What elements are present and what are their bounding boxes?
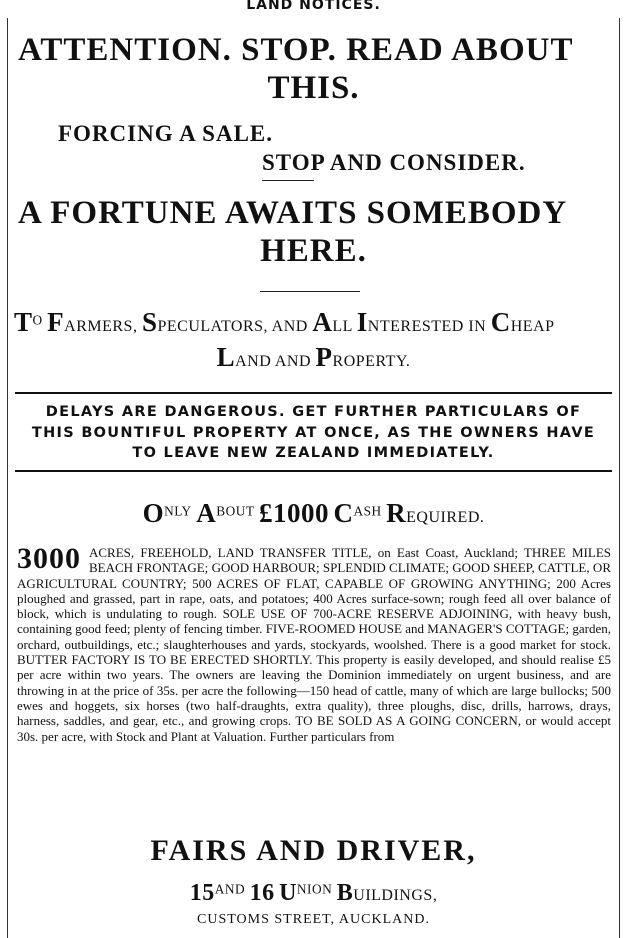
cap-c: C (490, 307, 511, 337)
cap-t: T (14, 307, 33, 337)
cap-f: F (47, 307, 65, 337)
rest-nion: NION (296, 881, 333, 897)
rest-bout: BOUT (216, 503, 255, 519)
cap-u: U (279, 880, 297, 906)
delays-line-1: DELAYS ARE DANGEROUS. GET FURTHER PARTICULARS OF (45, 404, 582, 420)
right-column-rule (619, 18, 620, 938)
box-rule-top (15, 392, 612, 394)
fortune-line-1: A FORTUNE AWAITS SOMEBODY (18, 195, 568, 231)
forcing-sale-line: FORCING A SALE. (58, 121, 274, 146)
box-rule-bottom (15, 470, 612, 472)
rest-and: AND AND (235, 353, 312, 370)
agent-street: CUSTOMS STREET, AUCKLAND. (197, 912, 430, 927)
acreage-dropcap: 3000 (17, 542, 81, 575)
rest-armers: ARMERS, (64, 318, 138, 335)
divider-rule-1 (262, 180, 314, 181)
address-number-2: 16 (249, 880, 275, 906)
rest-heap: HEAP (510, 318, 555, 335)
audience-line-2 (0, 342, 627, 373)
rest-equired: EQUIRED. (406, 509, 485, 526)
delays-line-2: THIS BOUNTIFUL PROPERTY AT ONCE, AS THE OWNERS HAVE (31, 424, 596, 441)
rest-o: O (32, 312, 43, 328)
cash-amount: £1000 (258, 498, 329, 528)
delays-line-3: TO LEAVE NEW ZEALAND IMMEDIATELY. (132, 445, 495, 461)
rest-nterested: NTERESTED IN (367, 318, 487, 335)
rest-ash: ASH (353, 503, 382, 519)
cap-b: B (336, 880, 354, 906)
left-column-rule (7, 18, 8, 938)
headline-line-1: ATTENTION. STOP. READ ABOUT (18, 32, 574, 68)
cap-a: A (312, 307, 333, 337)
divider-rule-2 (260, 291, 360, 292)
rest-peculators: PECULATORS, AND (157, 318, 308, 335)
section-header: LAND NOTICES. (246, 0, 381, 13)
agent-address (0, 880, 627, 907)
rest-uildings: UILDINGS, (353, 887, 438, 904)
rest-nly: NLY (164, 503, 192, 519)
address-number-1: 15 (189, 880, 215, 906)
cap-a2: A (196, 498, 217, 528)
address-and: AND (214, 881, 246, 897)
property-description (17, 542, 611, 744)
fortune-line-2: HERE. (260, 233, 367, 269)
cap-o: O (142, 498, 165, 528)
cap-l: L (216, 342, 236, 372)
cap-r: R (386, 498, 407, 528)
cash-required-line (0, 498, 627, 529)
cap-c2: C (333, 498, 354, 528)
cap-p: P (315, 342, 333, 372)
rest-ll: LL (332, 318, 353, 335)
agent-name: FAIRS AND DRIVER, (150, 834, 477, 867)
property-description-text: ACRES, FREEHOLD, LAND TRANSFER TITLE, on East Coast, Auckland; THREE MILES BEACH FRONTAGE; GOOD HARBOUR; SPLENDID CLIMATE; GOOD SHEEP, CATTLE, OR AGRICULTURAL COUNTRY; 500 ACRES OF FLAT, CAPABLE OF GROWING ANYTHING; 200 Acres ploughed and grassed, part in rape, oats, and potatoes; 400 Acres surface-sown; rough feed all over balance of block, which is undulating to rough. SOLE USE OF 700-ACRE RESERVE ADJOINING, with heavy bush, containing good feed; plenty of fencing timber. FIVE-ROOMED HOUSE and MANAGER'S COTTAGE; garden, orchard, outbuildings, etc.; slaughterhouses and yards, stockyards, woolshed. There is a good market for stock. BUTTER FACTORY IS TO BE ERECTED SHORTLY. This property is easily developed, and should realise £5 per acre within two years. The owners are leaving the Dominion immediately on urgent business, and are throwing in at the price of 35s. per acre the following—150 head of cattle, many of which are large bullocks; 500 ewes and hoggets, six horses (two half-draughts, extra quality), three ploughs, disc, drills, harrows, drays, harness, saddles, and gear, etc., and growing crops. TO BE SOLD AS A GOING CONCERN, or would accept 30s. per acre, with Stock and Plant at Valuation. Further particulars from (17, 545, 611, 744)
delays-notice (0, 402, 627, 464)
headline-line-2: THIS. (267, 70, 360, 106)
rest-roperty: ROPERTY. (332, 353, 411, 370)
stop-consider-line: STOP AND CONSIDER. (262, 150, 526, 175)
audience-line-1 (14, 307, 555, 338)
cap-i: I (356, 307, 368, 337)
cap-s: S (141, 307, 158, 337)
